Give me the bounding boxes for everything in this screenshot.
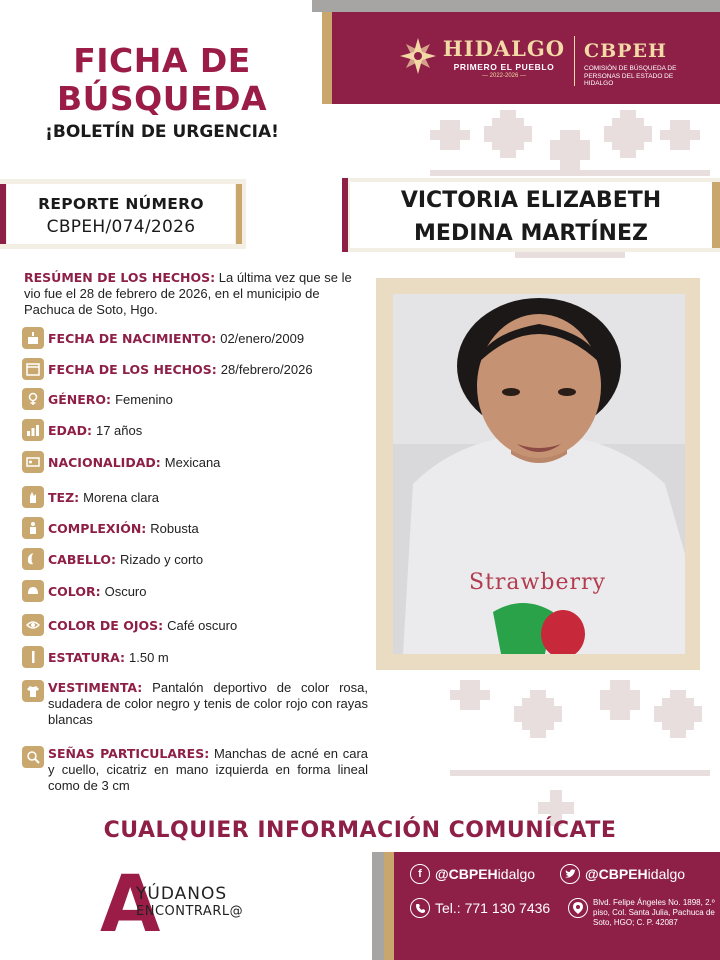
person-photo xyxy=(393,294,685,654)
body-icon xyxy=(22,517,44,539)
field-label: ESTATURA: xyxy=(48,649,126,665)
field-skin xyxy=(22,486,159,508)
summary-text: La última vez que se le vio fue el 28 de febrero de 2026, en el municipio de Pachuca de Soto, Hgo. xyxy=(24,270,352,317)
name-bar-right xyxy=(712,182,720,248)
field-gender xyxy=(22,388,173,410)
field-event-date xyxy=(22,358,313,380)
field-label: GÉNERO: xyxy=(48,391,112,407)
field-clothing xyxy=(22,680,368,728)
field-value: 1.50 m xyxy=(129,649,169,665)
field-value: 28/febrero/2026 xyxy=(220,361,313,377)
field-value: Mexicana xyxy=(164,454,221,470)
report-bar-left xyxy=(0,184,6,244)
field-label: COLOR DE OJOS: xyxy=(48,617,164,633)
facebook-handle-bold: @CBPEH xyxy=(435,866,498,882)
help-line-1: YÚDANOS xyxy=(136,884,228,904)
field-label: TEZ: xyxy=(48,489,80,505)
footer-accent xyxy=(384,852,394,960)
field-label: EDAD: xyxy=(48,422,92,438)
field-height xyxy=(22,646,169,668)
twitter-handle-bold: @CBPEH xyxy=(585,866,648,882)
hand-icon xyxy=(22,486,44,508)
field-age xyxy=(22,419,142,441)
calendar-icon xyxy=(22,358,44,380)
field-eye-color xyxy=(22,614,237,636)
marks-label: SEÑAS PARTICULARES: xyxy=(48,746,210,761)
cbpeh-brand xyxy=(584,40,694,88)
page-title xyxy=(22,42,302,142)
field-hair xyxy=(22,548,203,570)
report-box xyxy=(0,179,246,249)
header-shade xyxy=(312,0,720,12)
twitter-handle-rest: idalgo xyxy=(647,866,686,882)
shirt-print-text: Strawberry xyxy=(469,570,606,595)
eye-icon xyxy=(22,614,44,636)
name-box-inner xyxy=(350,182,712,248)
field-value: Robusta xyxy=(150,520,199,536)
person-name-line-1: VICTORIA ELIZABETH xyxy=(400,188,662,213)
field-value: 17 años xyxy=(95,422,143,438)
shirt-icon xyxy=(22,680,44,702)
field-value: Rizado y corto xyxy=(120,551,204,567)
field-label: FECHA DE LOS HECHOS: xyxy=(48,361,217,377)
report-bar-right xyxy=(236,184,242,244)
summary xyxy=(24,270,354,318)
field-label: COMPLEXIÓN: xyxy=(48,520,147,536)
field-value: 02/enero/2009 xyxy=(220,330,305,346)
hidalgo-star-icon xyxy=(398,36,438,81)
field-label: NACIONALIDAD: xyxy=(48,454,161,470)
facebook-link[interactable] xyxy=(410,864,535,884)
call-to-action: CUALQUIER INFORMACIÓN COMUNÍCATE xyxy=(103,818,617,843)
hair-icon xyxy=(22,548,44,570)
summary-label: RESÚMEN DE LOS HECHOS: xyxy=(24,270,216,285)
name-box xyxy=(342,178,720,252)
phone-icon xyxy=(410,898,430,918)
id-card-icon xyxy=(22,451,44,473)
name-bar-left xyxy=(342,178,348,252)
phone-contact[interactable] xyxy=(410,898,550,918)
facebook-icon: f xyxy=(410,864,430,884)
field-build xyxy=(22,517,199,539)
field-value: Café oscuro xyxy=(167,617,238,633)
field-nationality xyxy=(22,451,220,473)
org-full-name: COMISIÓN DE BÚSQUEDA DE PERSONAS DEL ESTADO DE HIDALGO xyxy=(584,65,677,87)
header-accent xyxy=(322,12,332,104)
clothing-label: VESTIMENTA: xyxy=(48,680,143,695)
field-particular-marks xyxy=(22,746,368,794)
urgency-subtitle: ¡BOLETÍN DE URGENCIA! xyxy=(45,122,279,142)
twitter-icon xyxy=(560,864,580,884)
palette-icon xyxy=(22,580,44,602)
location-pin-icon xyxy=(568,898,588,918)
person-name-line-2: MEDINA MARTÍNEZ xyxy=(414,221,648,246)
ruler-icon xyxy=(22,646,44,668)
hidalgo-brand xyxy=(440,38,568,79)
clothing-value: Pantalón deportivo de color rosa, sudadera de color negro y tenis de color rojo con rayas blancas xyxy=(48,680,368,727)
org-short-name: CBPEH xyxy=(584,40,667,62)
report-number: CBPEH/074/2026 xyxy=(46,217,196,237)
help-line-2: ENCONTRARL@ xyxy=(136,904,244,919)
help-letter: A xyxy=(100,860,161,950)
field-label: COLOR: xyxy=(48,583,101,599)
field-label: CABELLO: xyxy=(48,551,117,567)
address-text: Blvd. Felipe Ángeles No. 1898, 2.º piso, Col. Santa Julia, Pachuca de Soto, HGO; C. P. 42087 xyxy=(593,898,715,927)
marks-value: Manchas de acné en cara y cuello, cicatriz en mano izquierda en forma lineal como de 3 cm xyxy=(48,746,368,793)
title-line-2: BÚSQUEDA xyxy=(56,79,268,118)
field-value: Femenino xyxy=(115,391,173,407)
twitter-link[interactable] xyxy=(560,864,685,884)
facebook-handle-rest: idalgo xyxy=(497,866,536,882)
brand-name: HIDALGO xyxy=(442,36,566,61)
age-icon xyxy=(22,419,44,441)
brand-slogan: PRIMERO EL PUEBLO xyxy=(453,62,555,72)
report-inner xyxy=(7,184,235,244)
magnifier-icon xyxy=(22,746,44,768)
phone-number: Tel.: 771 130 7436 xyxy=(435,900,551,916)
cake-icon xyxy=(22,327,44,349)
report-label: REPORTE NÚMERO xyxy=(38,195,204,213)
field-value: Oscuro xyxy=(104,583,147,599)
header-divider xyxy=(574,36,575,86)
title-line-1: FICHA DE xyxy=(73,41,251,80)
brand-years: — 2022-2026 — xyxy=(481,73,527,79)
embroidery-pattern-bottom xyxy=(440,670,720,830)
address xyxy=(568,898,716,928)
field-birth-date xyxy=(22,327,304,349)
gender-icon xyxy=(22,388,44,410)
field-label: FECHA DE NACIMIENTO: xyxy=(48,330,217,346)
field-hair-color xyxy=(22,580,146,602)
field-value: Morena clara xyxy=(83,489,160,505)
